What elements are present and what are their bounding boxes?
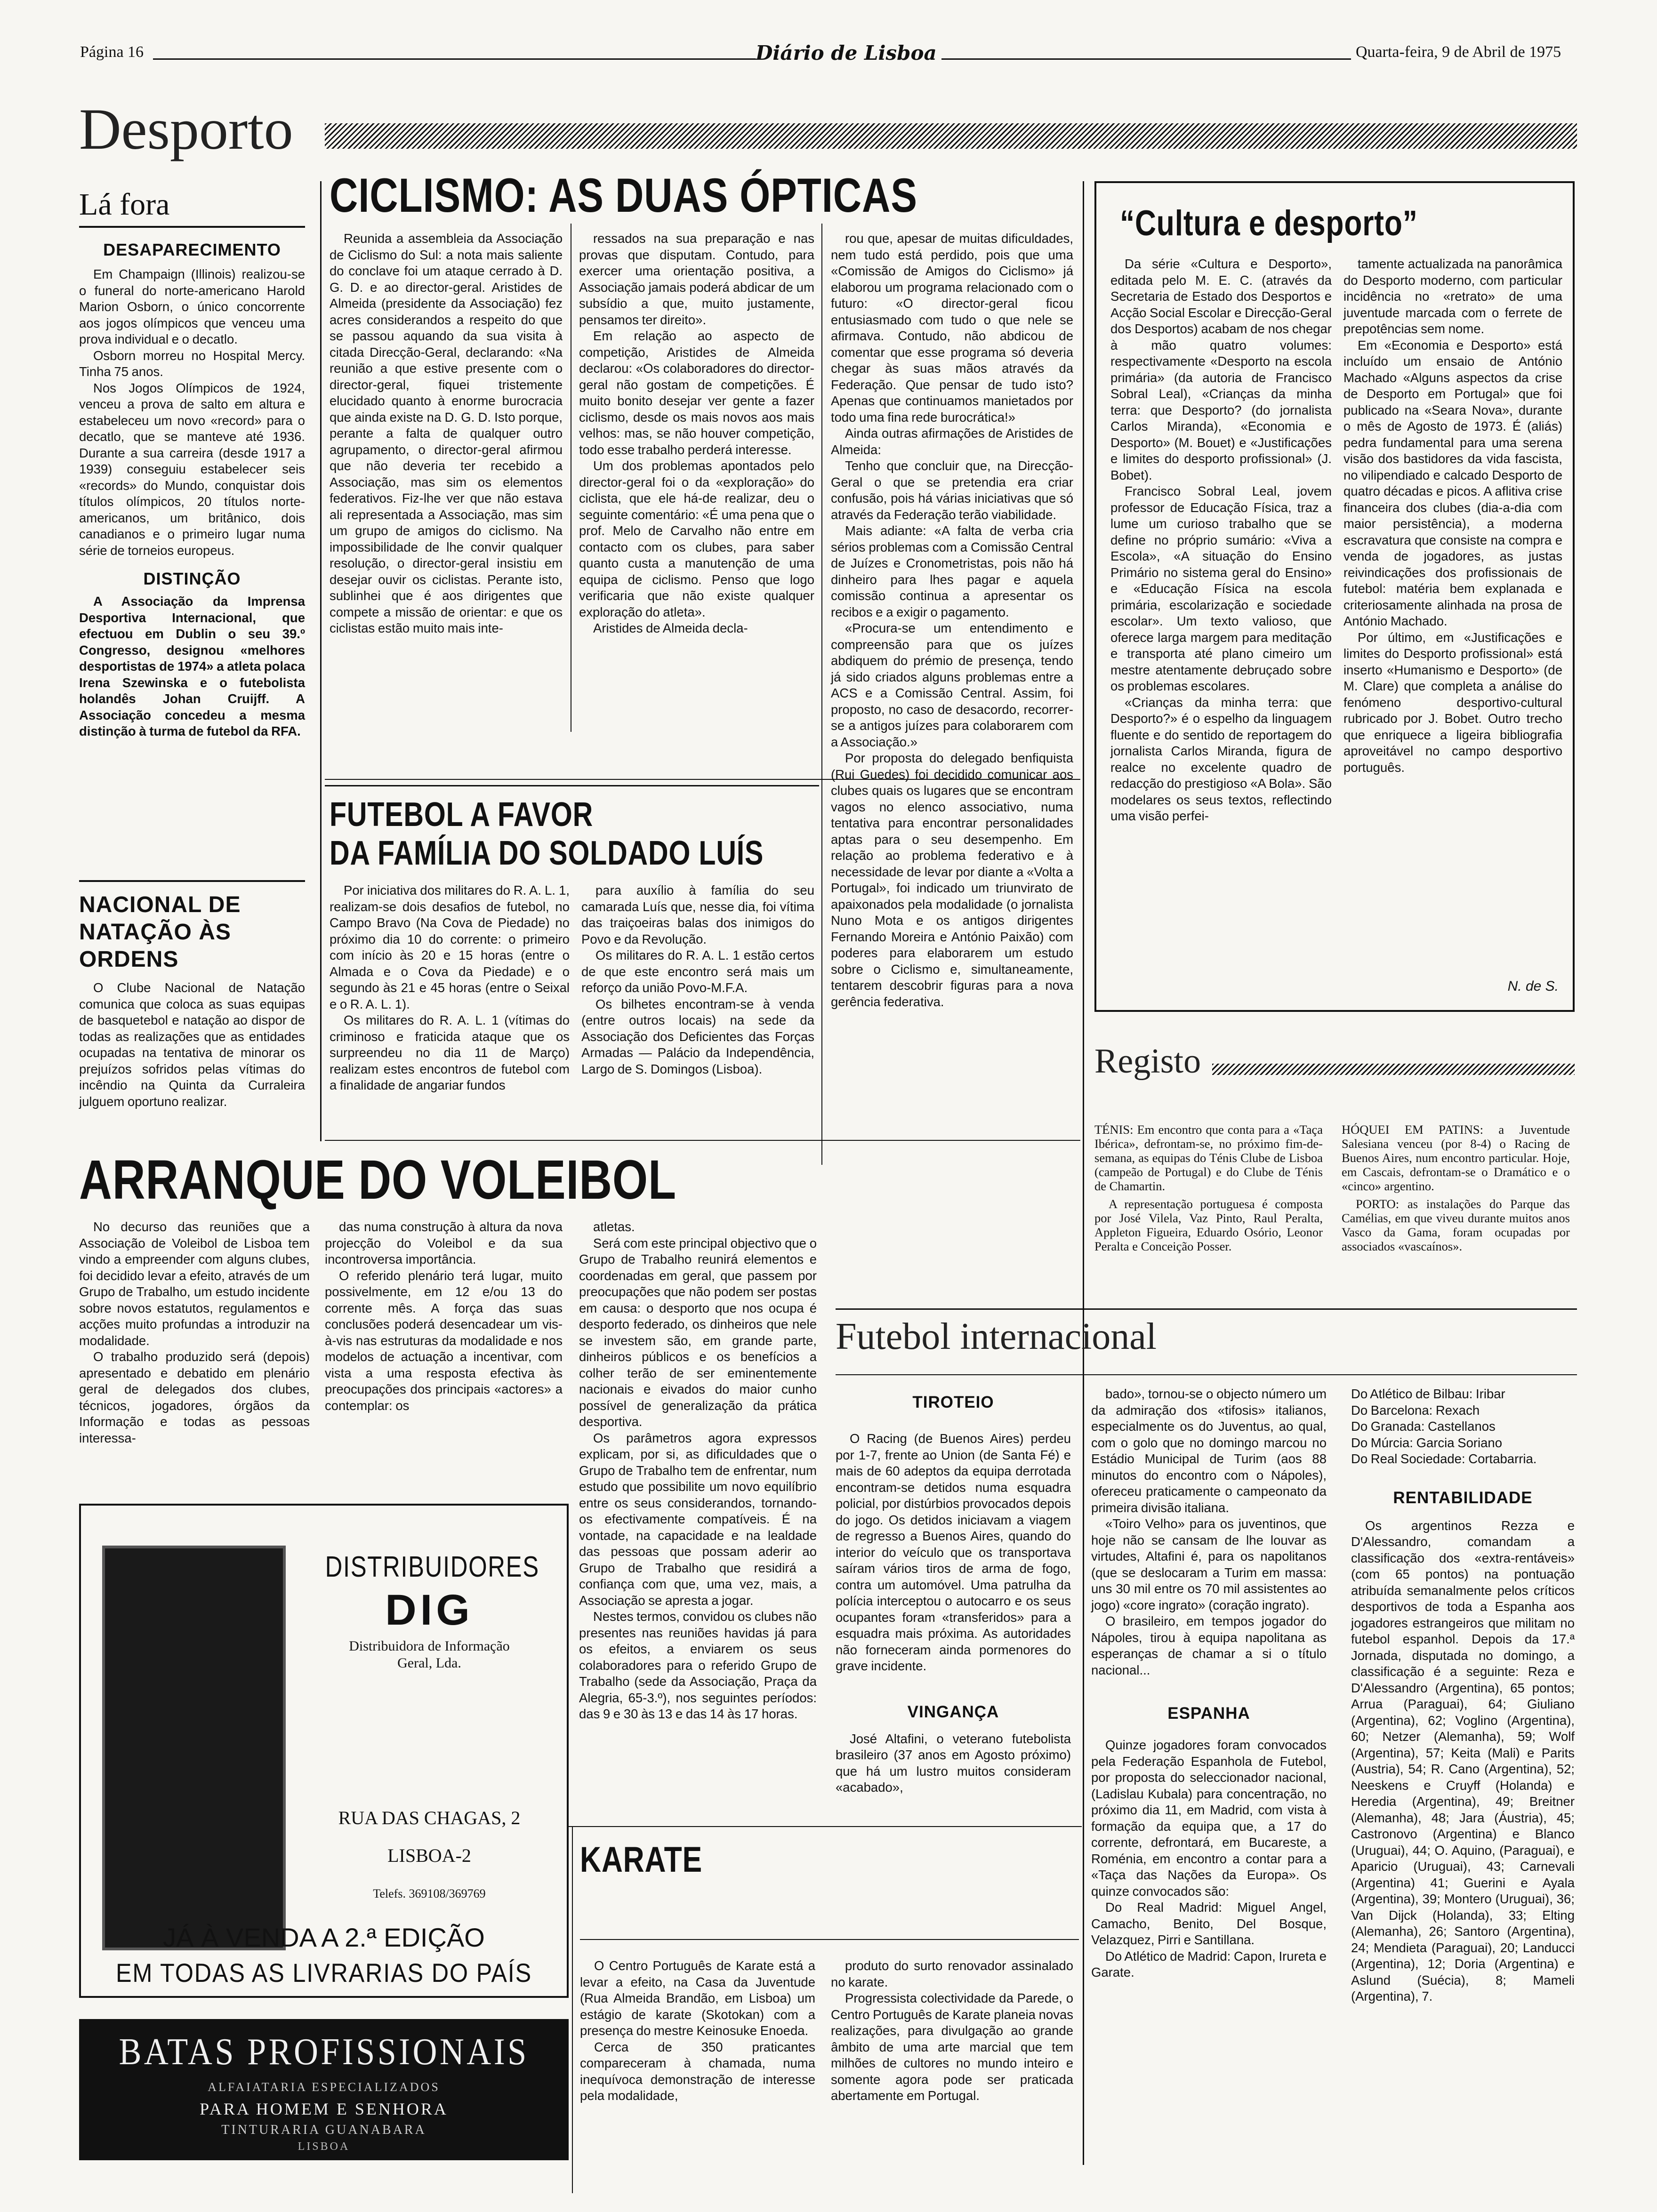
paragraph: TÉNIS: Em encontro que conta para a «Taça Ibérica», defrontam-se, no próximo fim-de-semana, as equipas do Ténis Clube de Lisboa (campeão de Portugal) e do Clube de Ténis de Chamartin.: [1094, 1122, 1323, 1193]
paragraph: Por iniciativa dos militares do R. A. L. 1, realizam-se dois desafios de futebol, no Campo Bravo (Na Cova de Piedade) no próximo dia 10 do corrente: o primeiro com início às 20 e 15 horas (entre o Almada e o Cova da Piedade) e o segundo às 21 e 45 horas (entre o Seixal e o R. A. L. 1).: [330, 883, 570, 1011]
col-rule: [1083, 181, 1084, 2165]
luis-rule: [325, 785, 819, 786]
row-rule: [325, 1140, 1080, 1141]
paragraph: Francisco Sobral Leal, jovem professor de Educação Física, traz a lume um curioso trabalho que se define no próprio sumário: «Viva a Escola», «A situação do Ensino Primário no sistema geral do Ensino» e «Educação Física na escola primária, escolarização e sociedade escolar». Um texto valioso, que oferece larga margem para meditação e transporta até plano cimeiro um mestre atentamente debruçado sobre os problemas escolares.: [1110, 484, 1332, 693]
voleibol-title: ARRANQUE DO VOLEIBOL: [79, 1149, 676, 1211]
paragraph: «Toiro Velho» para os juventinos, que hoje não se cansam de lhe louvar as virtudes, Altafini é, para os napolitanos (que se deslocaram a Turim em massa: uns 30 mil entre os 70 mil assistentes ao jogo) «core ingrato» (coração ingrato).: [1091, 1516, 1327, 1612]
ad-dig-line4: Geral, Lda.: [397, 1655, 461, 1671]
paragraph: ressados na sua preparação e nas provas que disputam. Contudo, para exercer uma orientação positiva, a Associação jamais poderá abdicar de um subsídio a que, muito justamente, pensamos ter direito».: [579, 231, 814, 327]
paragraph: O trabalho produzido será (depois) apresentado e debatido em plenário geral de delegados dos clubes, técnicos, jogadores, órgãos da Informação e todas as pessoas interessa-: [79, 1349, 310, 1445]
futint-rule-2: [836, 1374, 1577, 1375]
paragraph: Quinze jogadores foram convocados pela Federação Espanhola de Futebol, por proposta do seleccionador nacional, (Ladislau Kubala) para concentração, no próximo dia 11, em Madrid, com vista à formação da equipa que, a 17 do corrente, defrontará, em Bucareste, a Roménia, em encontro a contar para a «Taça das Nações da Europa». Os quinze convocados são:: [1091, 1738, 1327, 1899]
ad-dig-line2: DIG: [385, 1586, 474, 1634]
karate-title: KARATE: [580, 1840, 702, 1880]
paragraph: atletas.: [593, 1219, 635, 1234]
cultura-title: “Cultura e desporto”: [1120, 203, 1418, 243]
paragraph: José Altafini, o veterano futebolista brasileiro (37 anos em Agosto próximo) que há um lustro muitos consideram «acabado»,: [836, 1731, 1071, 1795]
vinganca-head: VINGANÇA: [907, 1702, 999, 1721]
ad-dig-line6: LISBOA-2: [387, 1845, 471, 1866]
natacao-rule: [79, 880, 305, 882]
paragraph: Em relação ao aspecto de competição, Aristides de Almeida declarou: «Os colaboradores do director-geral não gostam de competições. É muito bonito desejar ver gente a fazer ciclismo, desde os mais novos aos mais velhos: mas, se não houver competição, todo esse trabalho perderá interesse.: [579, 329, 814, 457]
paragraph: Será com este principal objectivo que o Grupo de Trabalho reunirá elementos e coordenadas em geral, que passem por preocupações que não podem ser postas em causa: o desporto que nos ocupa é desporto federado, os dinheiros que nele se investem são, em grande parte, dinheiros públicos e os benefícios a colher terão de ser eminentemente nacionais e eivados do maior cunho possível de generalização da prática desportiva.: [579, 1235, 817, 1429]
paragraph: para auxílio à família do seu camarada Luís que, nesse dia, foi vítima das traiçoeiras balas dos inimigos do Povo e da Revolução.: [581, 883, 814, 946]
tiroteio-head: TIROTEIO: [912, 1393, 994, 1411]
masthead-rule-left: [153, 58, 756, 60]
list-item: Do Múrcia: Garcia Soriano: [1351, 1435, 1503, 1450]
ad-batas-line3: PARA HOMEM E SENHORA: [200, 2100, 448, 2118]
paragraph: Progressista colectividade da Parede, o Centro Português de Karate planeia novas realizações, para divulgação ao grande âmbito de uma arte marcial que tem milhões de cultores no mundo inteiro e somente agora pode ser praticada abertamente em Portugal.: [831, 1991, 1073, 2103]
paragraph: das numa construção à altura da nova projecção do Voleibol e da sua incontroversa importância.: [325, 1219, 563, 1266]
book-cover-image: [102, 1546, 286, 1950]
list-item: Do Real Sociedade: Cortabarria.: [1351, 1451, 1537, 1466]
paragraph: rou que, apesar de muitas dificuldades, nem tudo está perdido, pois que uma «Comissão de Amigos do Ciclismo» já elaborou um programa relacionado com o futuro: «O director-geral ficou entusiasmado com tudo o que nele se afirmava. Contudo, não abdicou de comentar que esse programa só deveria chegar às suas mãos através da Federação. Que pensar de tudo isto? Apenas que continuamos manietados por todo uma fina rede burocrática!»: [831, 231, 1073, 425]
natacao-block: [79, 880, 305, 1110]
espanha-head: ESPANHA: [1167, 1704, 1250, 1723]
page-number: Página 16: [80, 43, 144, 61]
paragraph: A Associação da Imprensa Desportiva Internacional, que efectuou em Dublin o seu 39.º Congresso, designou «melhores desportistas de 1974» a atleta polaca Irena Szewinska e o futebolista holandês Johan Cruijff. A Associação concedeu a mesma distinção à turma de futebol da RFA.: [79, 594, 305, 738]
paragraph: Por proposta do delegado benfiquista (Rui Guedes) foi decidido comunicar aos clubes quais os lugares que se encontram vagos no elenco associativo, numa tentativa para encontrar personalidades aptas para o seu desempenho. Em relação ao problema federativo e à necessidade de levar por diante a «Volta a Portugal», foi indicado um triunvirato de apaixonados pela modalidade (o jornalista Nuno Mota e os antigos dirigentes Fernando Moreira e António Paixão) com poderes para elaborarem um estudo sobre o Ciclismo e, simultaneamente, tentarem descobrir figuras para a nova gerência federativa.: [831, 751, 1073, 1009]
futint-rule: [836, 1308, 1577, 1310]
paragraph: Os militares do R. A. L. 1 estão certos de que este encontro será mais um reforço da união Povo-M.F.A.: [581, 948, 814, 995]
col-rule: [320, 181, 322, 1141]
ad-batas-line5: LISBOA: [298, 2140, 350, 2153]
paragraph: O Racing (de Buenos Aires) perdeu por 1-7, frente ao Union (de Santa Fé) e mais de 60 adeptos da equipa derrotada encontram-se detidos numa esquadra policial, por distúrbios provocados depois do jogo. Os detidos iniciavam a viagem de regresso a Buenos Aires, quando do interior do veículo que os transportava saíram vários tiros de arma de fogo, contra um automóvel. Uma patrulha da polícia interceptou o autocarro e os seus ocupantes foram «transferidos» para a esquadra mais próxima. As autoridades não forneceram ainda pormenores do grave incidente.: [836, 1431, 1071, 1673]
ciclismo-title: CICLISMO: AS DUAS ÓPTICAS: [330, 168, 917, 222]
ad-batas-line1: BATAS PROFISSIONAIS: [119, 2031, 529, 2073]
registo-hatch: [1212, 1064, 1575, 1075]
ad-dig-line1: DISTRIBUIDORES: [325, 1551, 539, 1583]
paragraph: Mais adiante: «A falta de verba cria sérios problemas com a Comissão Central de Juízes e Cronometristas, pois não há dinheiro para lhes pagar e aquela comissão continua a apresentar os recibos e a exigir o pagamento.: [831, 523, 1073, 619]
ad-batas-line4: TINTURARIA GUANABARA: [221, 2123, 426, 2137]
paragraph: O referido plenário terá lugar, muito possivelmente, em 12 e/ou 13 do corrente mês. A força das suas conclusões poderá desencadear um vis-à-vis nas estruturas da modalidade e nos modelos de actuação a incentivar, com vista a uma resposta efectiva às preocupações dos principais «actores» a contemplar: os: [325, 1268, 563, 1413]
ad-batas: [79, 2019, 569, 2160]
paragraph: O Clube Nacional de Natação comunica que coloca as suas equipas de basquetebol e natação ao dispor de todas as realizações que as entidades ocupadas na tentativa de minorar os prejuízos sofridos pelas vítimas do incêndio na Quinta da Curraleira julguem oportuno realizar.: [79, 980, 305, 1109]
paragraph: Por último, em «Justificações e limites do Desporto profissional» está inserto «Humanismo e Desporto» (de M. Clare) que completa a análise do fenómeno desportivo-cultural rubricado por J. Bobet. Outro trecho que enriquece a ligeira bibliografia aproveitável no campo desportivo português.: [1343, 630, 1562, 775]
cultura-box: [1094, 181, 1575, 1012]
karate-rule: [580, 1939, 1079, 1940]
list-item: Do Granada: Castellanos: [1351, 1419, 1496, 1434]
paragraph: Do Real Madrid: Miguel Angel, Camacho, Benito, Del Bosque, Velazquez, Pirri e Santillana.: [1091, 1900, 1327, 1947]
paragraph: Os bilhetes encontram-se à venda (entre outros locais) na sede da Associação dos Deficientes das Forças Armadas — Palácio da Independência, Largo de S. Domingos (Lisboa).: [581, 996, 814, 1076]
paragraph: Reunida a assembleia da Associação de Ciclismo do Sul: a nota mais saliente do conclave foi um ataque cerrado à D. G. D. e ao director-geral. Aristides de Almeida (presidente da Associação) fez acres considerandos a respeito do que se passou aquando da sua visita à citada Direcção-Geral, declarando: «Na reunião a que estive presente com o director-geral, fiquei tristemente elucidado quanto à enorme burocracia que ainda existe na D. G. D. Isto porque, perante a falta de qualquer outro agrupamento, o director-geral afirmou que não deveria ter recebido a Associação, mas sim os elementos federativos. Fiz-lhe ver que não estava ali representada a Associação, mas sim um grupo de amigos do ciclismo. Na impossibilidade de lhe convir qualquer resolução, o director-geral insistiu em desejar ouvir os ciclistas. Perante isto, sublinhei que é aos dirigentes que compete a missão de orientar: e que os ciclistas estão muito mais inte-: [330, 231, 563, 635]
futint-title: Futebol internacional: [836, 1316, 1157, 1357]
paragraph: Os militares do R. A. L. 1 (vítimas do criminoso e fraticida ataque que os surpreendeu no dia 11 de Março) realizam estes encontros de futebol com a finalidade de angariar fundos: [330, 1013, 570, 1092]
paragraph: HÓQUEI EM PATINS: a Juventude Salesiana venceu (por 8-4) o Racing de Buenos Aires, num encontro particular. Hoje, em Cascais, defrontam-se o Dramático e o «cinco» argentino.: [1342, 1122, 1570, 1193]
paragraph: Osborn morreu no Hospital Mercy. Tinha 75 anos.: [79, 348, 305, 379]
la-fora-block: [79, 188, 305, 740]
paragraph: A representação portuguesa é composta por José Vilela, Vaz Pinto, Raul Peralta, Appleton Figueira, Eduardo Osório, Leonor Peralta e Conceição Posser.: [1094, 1197, 1323, 1253]
paragraph: Nestes termos, convidou os clubes não presentes nas reuniões havidas já para os efeitos, a enviarem os seus colaboradores para o referido Grupo de Trabalho (sede da Associação, Praça da Alegria, 65-3.º), nos seguintes períodos: das 9 e 30 às 13 e das 14 às 17 horas.: [579, 1609, 817, 1721]
ad-dig: [79, 1504, 569, 1998]
issue-date: Quarta-feira, 9 de Abril de 1975: [1356, 43, 1561, 61]
col-rule: [821, 224, 822, 1165]
ad-dig-line7: Telefs. 369108/369769: [373, 1887, 486, 1900]
paragraph: No decurso das reuniões que a Associação de Voleibol de Lisboa tem vindo a empreender com alguns clubes, foi decidido levar a efeito, através de um Grupo de Trabalho, um estudo incidente sobre novos estatutos, regulamentos e acções muito profundas a introduzir na modalidade.: [79, 1219, 310, 1348]
list-item: Do Atlético de Bilbau: Iribar: [1351, 1387, 1505, 1401]
ad-dig-line5: RUA DAS CHAGAS, 2: [338, 1807, 521, 1828]
paragraph: Ainda outras afirmações de Aristides de Almeida:: [831, 426, 1073, 457]
paragraph: O Centro Português de Karate está a levar a efeito, na Casa da Juventude (Rua Almeida Brandão, em Lisboa) um estágio de karate (Skotokan) com a presença do mestre Keinosuke Enoeda.: [580, 1958, 815, 2038]
paragraph: Da série «Cultura e Desporto», editada pelo M. E. C. (através da Secretaria de Estado dos Desportos e Acção Social Escolar e Direcção-Geral dos Desportos) acabam de nos chegar à mão quatro volumes: respectivamente «Desporto na escola primária» (da autoria de Francisco Sobral Leal), «Crianças da minha terra: que Desporto? (do jornalista Carlos Miranda), «Economia e Desporto» (M. Bouet) e «Justificações e limites do desporto profissional» (J. Bobet).: [1110, 256, 1332, 482]
paragraph: Em «Economia e Desporto» está incluído um ensaio de António Machado «Alguns aspectos da crise de Desporto em Portugal» que foi publicado na «Seara Nova», durante o mês de Agosto de 1973. É (aliás) pedra fundamental para uma serena visão dos bastidores da vida fascista, no vilipendiado e calcado Desporto de quatro décadas e picos. A aflitiva crise financeira dos clubes (dia-a-dia com maior persistência), a moderna escravatura que consiste na compra e venda de jogadores, as justas reivindicações dos profissionais de futebol: matéria bem explanada e criteriosamente alinhada na prosa de António Machado.: [1343, 337, 1562, 628]
paragraph: O brasileiro, em tempos jogador do Nápoles, tirou à equipa napolitana as esperanças de chamar a si o título nacional...: [1091, 1614, 1327, 1677]
futint-col2: [1091, 1386, 1327, 1981]
ad-dig-line9: EM TODAS AS LIVRARIAS DO PAÍS: [115, 1958, 532, 1988]
paragraph: Do Atlético de Madrid: Capon, Irureta e Garate.: [1091, 1948, 1327, 1980]
registo-title: Registo: [1094, 1042, 1201, 1081]
paragraph: Os argentinos Rezza e D'Alessandro, comandam a classificação dos «extra-rentáveis» (com 65 pontos) na pontuação atribuída semanalmente pelos críticos desportivos de toda a Espanha aos jogadores estrangeiros que militam no futebol espanhol. Depois da 17.ª Jornada, disputada no domingo, a classificação é a seguinte: Reza e D'Alessandro (Argentina), 65 pontos; Arrua (Paraguai), 64; Giuliano (Argentina), 62; Voglino (Argentina), 60; Netzer (Alemanha), 59; Wolf (Argentina), 57; Keita (Mali) e Parits (Austria), 54; R. Cano (Argentina), 52; Neeskens e Cruyff (Holanda) e Heredia (Argentina), 49; Breitner (Alemanha), 48; Jara (Áustria), 45; Castronovo (Argentina) e Blanco (Uruguai), 44; O. Aquino, (Paraguai), e Aparicio (Uruguai), 43; Carnevali (Argentina) 41; Guerini e Ayala (Argentina), 39; Montero (Uruguai), 36; Van Dijck (Holanda), 33; Elting (Alemanha), 26; Santoro (Argentina), 24; Mendieta (Paraguai), 20; Landucci (Argentina), 12; Doria (Argentina) e Aslund (Suécia), 8; Mameli (Argentina), 7.: [1351, 1518, 1575, 2004]
ad-dig-line3: Distribuidora de Informação: [349, 1638, 510, 1654]
section-hatch-bar: [325, 123, 1577, 149]
distincao-head: DISTINÇÃO: [143, 569, 241, 588]
paragraph: «Crianças da minha terra: que Desporto?» é o espelho da linguagem fluente e do sentido de reportagem do jornalista Carlos Miranda, figura de realce no excelente quadro de redacção do prestigioso «A Bola». São modelares os seus textos, reflectindo uma visão perfei-: [1110, 695, 1332, 823]
ad-dig-line8: JÁ À VENDA A 2.ª EDIÇÃO: [163, 1923, 485, 1952]
list-item: Do Barcelona: Rexach: [1351, 1403, 1480, 1418]
paragraph: Os parâmetros agora expressos explicam, por si, as dificuldades que o Grupo de Trabalho tem de enfrentar, num estudo que possibilite um novo equilíbrio entre os seus considerandos, tornando-os efectivamente compatíveis. É na vontade, na capacidade e na lealdade das pessoas que possam aderir ao Grupo de Trabalho que residirá a confiança com que, uma vez, mais, a Associação se apresta a jogar.: [579, 1430, 817, 1608]
paragraph: Tenho que concluir que, na Direcção-Geral o que se pretendia era criar confusão, pois há várias iniciativas que só através da Federação terão viabilidade.: [831, 458, 1073, 522]
paragraph: Nos Jogos Olímpicos de 1924, venceu a prova de salto em altura e estabeleceu um novo «record» para o decatlo, que se manteve até 1936. Durante a sua carreira (desde 1917 a 1939) conseguiu estabelecer seis «records» do Mundo, conquistar dois títulos olímpicos, 20 títulos norte-americanos, um britânico, dois canadianos e o primeiro lugar numa série de torneios europeus.: [79, 380, 305, 558]
paragraph: «Procura-se um entendimento e compreensão para que os juízes abdiquem do prémio de presença, tendo já sido criados alguns problemas entre a ACS e a Comissão Central. Assim, foi proposto, no caso de desacordo, recorrer-se a antigos juízes para colaborarem com a Associação.»: [831, 621, 1073, 749]
cultura-signature: N. de S.: [1507, 978, 1559, 994]
rentabilidade-head: RENTABILIDADE: [1393, 1488, 1533, 1507]
futint-col1: [836, 1393, 1071, 1796]
paragraph: Cerca de 350 praticantes compareceram à chamada, numa inequívoca demonstração de interesse pela modalidade,: [580, 2039, 815, 2103]
paragraph: Aristides de Almeida decla-: [593, 621, 748, 635]
paragraph: bado», tornou-se o objecto número um da admiração dos «tifosis» italianos, especialmente os do Juventus, ao qual, com o golo que no domingo marcou no Estádio Municipal de Turim (aos 88 minutos do encontro com o Nápoles), ofereceu praticamente o campeonato da primeira divisão italiana.: [1091, 1387, 1327, 1515]
natacao-title: NACIONAL DE NATAÇÃO ÀS ORDENS: [79, 892, 241, 972]
luis-title-1: FUTEBOL A FAVOR: [330, 796, 594, 834]
paragraph: Em Champaign (Illinois) realizou-se o funeral do norte-americano Harold Marion Osborn, o único concorrente aos jogos olímpicos que venceu uma prova individual e o decatlo.: [79, 267, 305, 346]
paragraph: produto do surto renovador assinalado no karate.: [831, 1958, 1073, 1989]
desaparecimento-head: DESAPARECIMENTO: [103, 240, 281, 259]
futint-col3: [1351, 1386, 1575, 2005]
masthead-rule-right: [941, 58, 1351, 60]
ad-batas-line2: ALFAIATARIA ESPECIALIZADOS: [208, 2080, 440, 2094]
paragraph: tamente actualizada na panorâmica do Desporto moderno, com particular incidência no «retrato» de uma juventude marcada com o ferrete de prepotências sem nome.: [1343, 256, 1562, 336]
paragraph: PORTO: as instalações do Parque das Camélias, em que viveu durante muitos anos Vasco da Gama, foram ocupadas por associados «vascaínos».: [1342, 1197, 1570, 1253]
la-fora-rule: [79, 226, 305, 228]
newspaper-name: Diário de Lisboa: [756, 41, 937, 64]
section-title: Desporto: [79, 97, 293, 161]
la-fora-title: Lá fora: [79, 187, 170, 222]
paragraph: Um dos problemas apontados pelo director-geral foi o da «exploração» do ciclista, que ele há-de realizar, deu o seguinte comentário: «É uma pena que o prof. Melo de Carvalho não entre em contacto com os clubes, para saber quanto custa a manutenção de uma equipa de ciclismo. Penso que logo verificaria que não existe qualquer exploração do atleta».: [579, 458, 814, 619]
luis-title-2: DA FAMÍLIA DO SOLDADO LUÍS: [330, 834, 764, 872]
col-rule: [572, 1826, 573, 2193]
